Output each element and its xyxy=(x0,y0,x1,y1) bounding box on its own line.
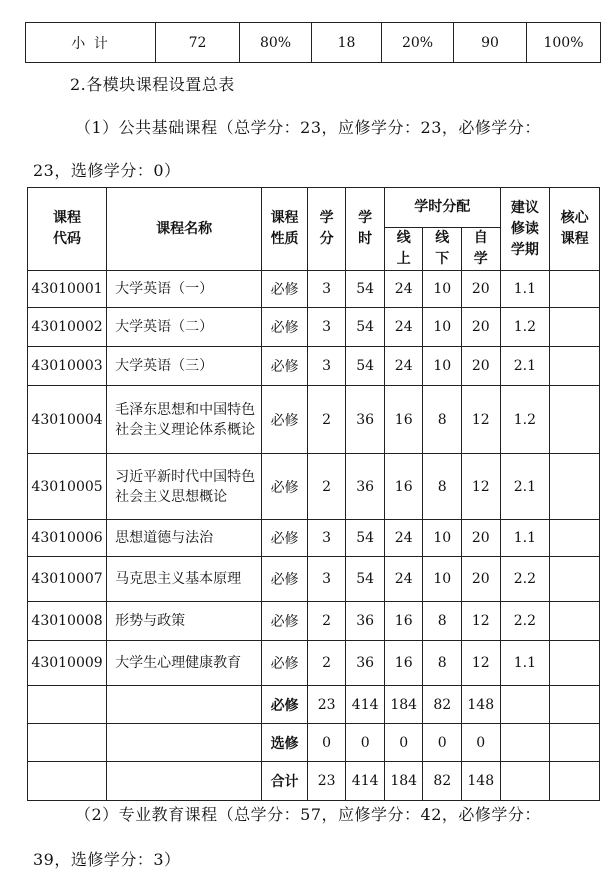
course-credit: 3 xyxy=(307,308,346,347)
subtotal-label: 小 计 xyxy=(26,23,156,63)
total-offline: 82 xyxy=(423,762,462,801)
course-code: 43010004 xyxy=(28,386,107,454)
total-row xyxy=(28,686,600,724)
table-row xyxy=(28,271,600,308)
header-distribution: 学时分配 xyxy=(384,188,500,228)
total-credit: 23 xyxy=(307,762,346,801)
course-table xyxy=(27,187,600,801)
total-offline: 82 xyxy=(423,686,462,724)
part1-description-line1: （1）公共基础课程（总学分：23，应修学分：23，必修学分： xyxy=(75,118,541,137)
total-label: 选修 xyxy=(262,724,308,762)
course-nature: 必修 xyxy=(262,347,308,386)
total-hours: 414 xyxy=(346,762,385,801)
course-credit: 2 xyxy=(307,454,346,520)
course-code: 43010006 xyxy=(28,520,107,557)
course-code: 43010002 xyxy=(28,308,107,347)
course-name: 大学英语（三） xyxy=(107,347,262,386)
header-semester: 建议修读学期 xyxy=(500,188,550,271)
course-core xyxy=(550,347,600,386)
total-row xyxy=(28,724,600,762)
course-hours: 54 xyxy=(346,520,385,557)
course-name: 思想道德与法治 xyxy=(107,520,262,557)
course-online: 16 xyxy=(384,386,423,454)
course-online: 24 xyxy=(384,308,423,347)
course-offline: 10 xyxy=(423,520,462,557)
course-credit: 3 xyxy=(307,271,346,308)
course-hours: 36 xyxy=(346,386,385,454)
course-hours: 54 xyxy=(346,308,385,347)
course-offline: 10 xyxy=(423,308,462,347)
part2-description-line1: （2）专业教育课程（总学分：57，应修学分：42，必修学分： xyxy=(75,805,541,824)
total-self-study: 148 xyxy=(462,686,501,724)
header-credit: 学分 xyxy=(307,188,346,271)
part1-description-line2: 23，选修学分：0） xyxy=(33,161,181,180)
course-online: 24 xyxy=(384,557,423,602)
course-semester: 2.1 xyxy=(500,454,550,520)
course-nature: 必修 xyxy=(262,271,308,308)
course-name: 形势与政策 xyxy=(107,602,262,641)
part2-description-line2: 39，选修学分：3） xyxy=(33,850,181,869)
course-self-study: 12 xyxy=(462,602,501,641)
course-core xyxy=(550,602,600,641)
total-offline: 0 xyxy=(423,724,462,762)
table-row xyxy=(28,602,600,641)
subtotal-cell: 100% xyxy=(527,23,601,63)
course-nature: 必修 xyxy=(262,520,308,557)
header-hours: 学时 xyxy=(346,188,385,271)
course-code: 43010001 xyxy=(28,271,107,308)
course-code: 43010003 xyxy=(28,347,107,386)
course-offline: 8 xyxy=(423,602,462,641)
total-label: 合计 xyxy=(262,762,308,801)
course-core xyxy=(550,557,600,602)
subtotal-table xyxy=(25,22,601,63)
course-offline: 10 xyxy=(423,347,462,386)
total-credit: 0 xyxy=(307,724,346,762)
total-online: 184 xyxy=(384,686,423,724)
course-online: 16 xyxy=(384,641,423,686)
total-online: 184 xyxy=(384,762,423,801)
course-name: 大学英语（一） xyxy=(107,271,262,308)
table-row xyxy=(28,557,600,602)
course-online: 16 xyxy=(384,602,423,641)
course-credit: 2 xyxy=(307,641,346,686)
total-self-study: 148 xyxy=(462,762,501,801)
header-core: 核心课程 xyxy=(550,188,600,271)
course-name: 习近平新时代中国特色社会主义思想概论 xyxy=(107,454,262,520)
table-row xyxy=(28,308,600,347)
course-code: 43010005 xyxy=(28,454,107,520)
course-self-study: 20 xyxy=(462,347,501,386)
total-hours: 414 xyxy=(346,686,385,724)
header-row xyxy=(28,188,600,228)
total-label: 必修 xyxy=(262,686,308,724)
header-code: 课程代码 xyxy=(28,188,107,271)
course-nature: 必修 xyxy=(262,602,308,641)
course-name: 大学生心理健康教育 xyxy=(107,641,262,686)
header-self-study: 自学 xyxy=(462,228,501,271)
course-core xyxy=(550,271,600,308)
course-semester: 1.1 xyxy=(500,271,550,308)
course-online: 24 xyxy=(384,271,423,308)
course-core xyxy=(550,520,600,557)
course-nature: 必修 xyxy=(262,454,308,520)
course-code: 43010008 xyxy=(28,602,107,641)
course-core xyxy=(550,454,600,520)
course-offline: 8 xyxy=(423,454,462,520)
course-name: 大学英语（二） xyxy=(107,308,262,347)
course-semester: 1.1 xyxy=(500,641,550,686)
course-nature: 必修 xyxy=(262,641,308,686)
course-credit: 3 xyxy=(307,557,346,602)
total-online: 0 xyxy=(384,724,423,762)
course-offline: 10 xyxy=(423,557,462,602)
course-offline: 8 xyxy=(423,641,462,686)
course-semester: 1.2 xyxy=(500,308,550,347)
course-semester: 2.1 xyxy=(500,347,550,386)
course-nature: 必修 xyxy=(262,308,308,347)
course-code: 43010009 xyxy=(28,641,107,686)
table-row xyxy=(28,454,600,520)
table-row xyxy=(28,520,600,557)
course-self-study: 12 xyxy=(462,641,501,686)
table-row xyxy=(28,347,600,386)
course-credit: 3 xyxy=(307,520,346,557)
course-nature: 必修 xyxy=(262,557,308,602)
course-nature: 必修 xyxy=(262,386,308,454)
table-row xyxy=(28,386,600,454)
course-name: 毛泽东思想和中国特色社会主义理论体系概论 xyxy=(107,386,262,454)
course-online: 24 xyxy=(384,347,423,386)
course-hours: 54 xyxy=(346,347,385,386)
table-row xyxy=(28,641,600,686)
course-offline: 8 xyxy=(423,386,462,454)
course-semester: 2.2 xyxy=(500,557,550,602)
header-offline: 线下 xyxy=(423,228,462,271)
course-online: 16 xyxy=(384,454,423,520)
total-self-study: 0 xyxy=(462,724,501,762)
section-title: 2.各模块课程设置总表 xyxy=(70,75,235,94)
total-credit: 23 xyxy=(307,686,346,724)
subtotal-cell: 20% xyxy=(382,23,454,63)
course-hours: 54 xyxy=(346,271,385,308)
subtotal-cell: 18 xyxy=(312,23,382,63)
course-core xyxy=(550,308,600,347)
course-self-study: 20 xyxy=(462,308,501,347)
course-credit: 2 xyxy=(307,602,346,641)
course-self-study: 12 xyxy=(462,454,501,520)
course-name: 马克思主义基本原理 xyxy=(107,557,262,602)
total-hours: 0 xyxy=(346,724,385,762)
course-hours: 36 xyxy=(346,641,385,686)
course-semester: 1.1 xyxy=(500,520,550,557)
header-online: 线上 xyxy=(384,228,423,271)
course-core xyxy=(550,386,600,454)
course-core xyxy=(550,641,600,686)
course-hours: 36 xyxy=(346,602,385,641)
course-hours: 36 xyxy=(346,454,385,520)
subtotal-cell: 72 xyxy=(156,23,240,63)
course-semester: 2.2 xyxy=(500,602,550,641)
course-offline: 10 xyxy=(423,271,462,308)
subtotal-cell: 90 xyxy=(454,23,527,63)
course-semester: 1.2 xyxy=(500,386,550,454)
course-self-study: 20 xyxy=(462,271,501,308)
course-credit: 3 xyxy=(307,347,346,386)
course-online: 24 xyxy=(384,520,423,557)
subtotal-row xyxy=(26,23,601,63)
course-credit: 2 xyxy=(307,386,346,454)
course-hours: 54 xyxy=(346,557,385,602)
course-self-study: 20 xyxy=(462,520,501,557)
header-name: 课程名称 xyxy=(107,188,262,271)
total-row xyxy=(28,762,600,801)
header-nature: 课程性质 xyxy=(262,188,308,271)
course-self-study: 12 xyxy=(462,386,501,454)
subtotal-cell: 80% xyxy=(240,23,312,63)
course-code: 43010007 xyxy=(28,557,107,602)
course-self-study: 20 xyxy=(462,557,501,602)
